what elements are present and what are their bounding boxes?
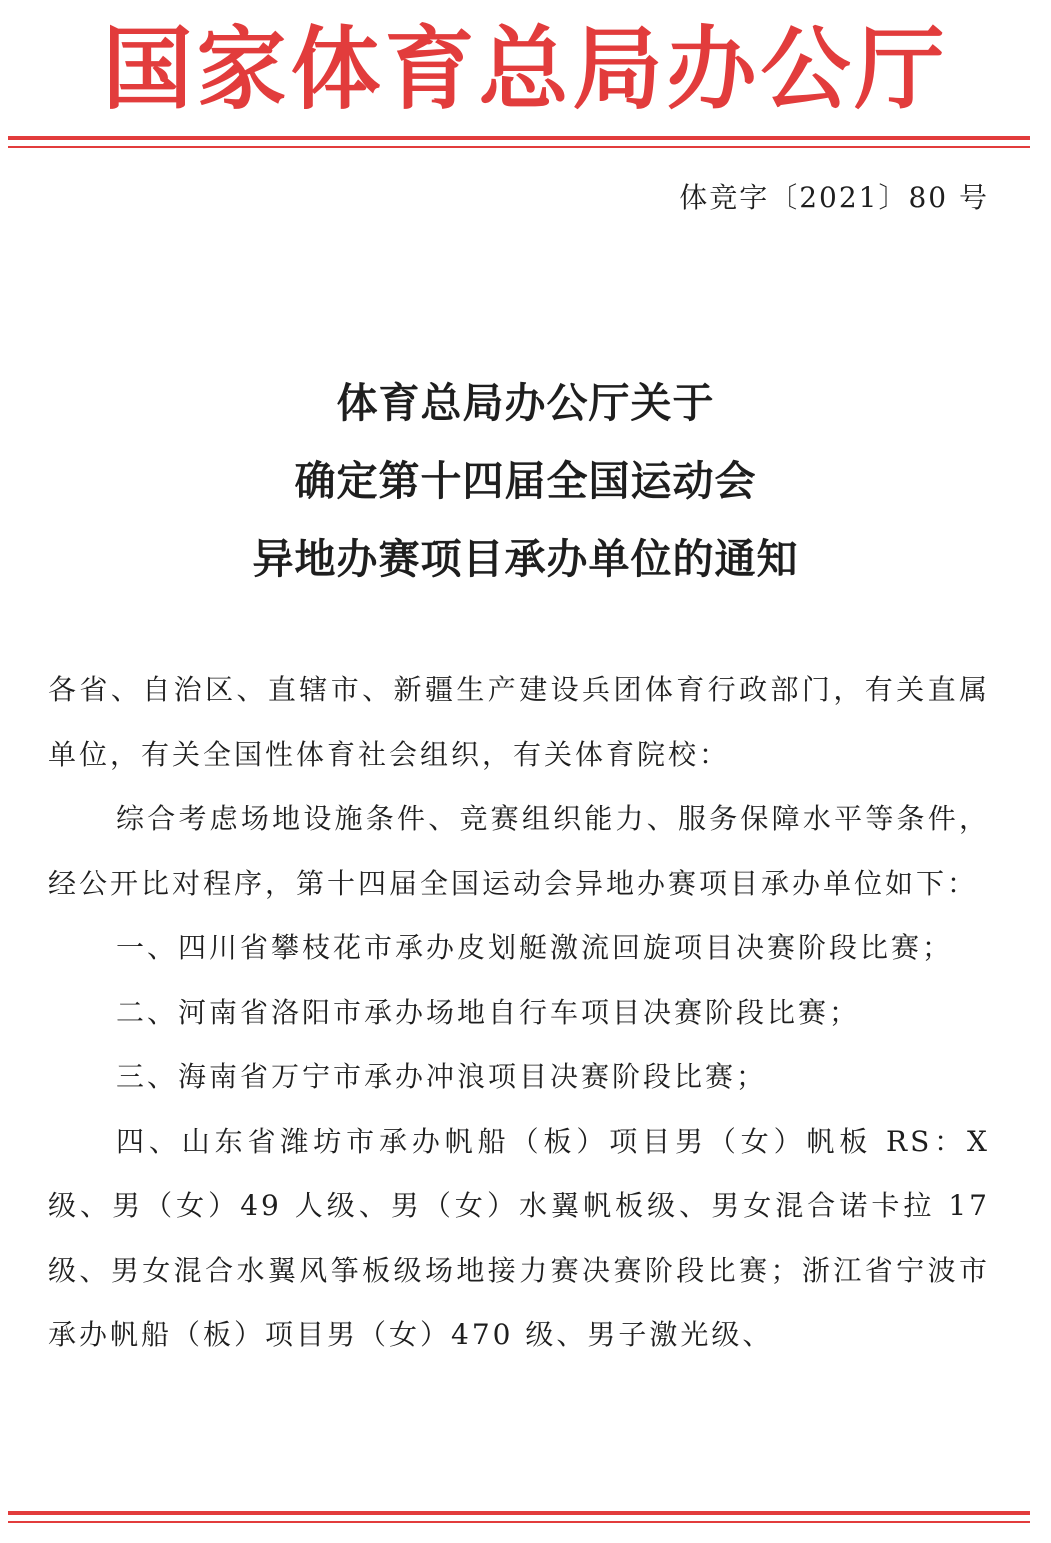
addressees-paragraph: 各省、自治区、直辖市、新疆生产建设兵团体育行政部门，有关直属单位，有关全国性体育社会组织，有关体育院校：: [48, 673, 990, 771]
item-2-paragraph: 二、河南省洛阳市承办场地自行车项目决赛阶段比赛；: [116, 995, 861, 1029]
issuer-masthead: 国家体育总局办公厅: [102, 16, 949, 122]
title-line-2: 确定第十四届全国运动会: [294, 457, 757, 505]
document-body: [48, 658, 990, 1368]
footer-red-rule-thin: [8, 1521, 1030, 1523]
title-line-3: 异地办赛项目承办单位的通知: [252, 535, 799, 583]
intro-paragraph: 综合考虑场地设施条件、竞赛组织能力、服务保障水平等条件，经公开比对程序，第十四届全国运动会异地办赛项目承办单位如下：: [48, 802, 990, 900]
header-red-rule-thick: [8, 136, 1030, 140]
footer-red-rule-thick: [8, 1511, 1030, 1515]
item-1-paragraph: 一、四川省攀枝花市承办皮划艇激流回旋项目决赛阶段比赛；: [116, 931, 954, 964]
document-number: 体竞字〔2021〕80 号: [679, 181, 989, 214]
item-3-paragraph: 三、海南省万宁市承办冲浪项目决赛阶段比赛；: [116, 1060, 768, 1093]
title-line-1: 体育总局办公厅关于: [336, 379, 715, 427]
document-title: [0, 364, 1051, 598]
header-red-rule-thin: [8, 146, 1030, 148]
item-4-paragraph: 四、山东省潍坊市承办帆船（板）项目男（女）帆板 RS：X 级、男（女）49 人级、男（女）水翼帆板级、男女混合诺卡拉 17 级、男女混合水翼风筝板级场地接力赛决赛阶段比赛；浙江省宁波市承办帆船（板）项目男（女）470 级、男子激光级、: [48, 1124, 990, 1351]
